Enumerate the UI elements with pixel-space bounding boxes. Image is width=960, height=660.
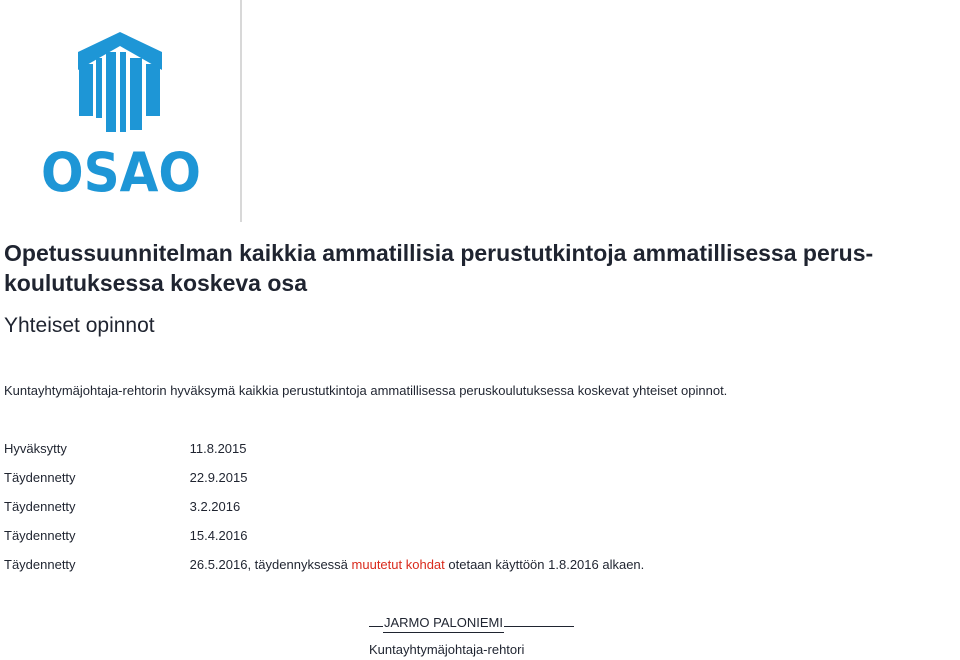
signatory-title: Kuntayhtymäjohtaja-rehtori	[369, 642, 525, 657]
history-label: Täydennetty	[4, 528, 76, 543]
history-row	[4, 440, 904, 469]
logo-divider	[240, 0, 242, 222]
history-row	[4, 527, 904, 556]
history-date: 3.2.2016	[189, 499, 241, 514]
logo-building-icon	[78, 32, 162, 132]
history-row	[4, 556, 904, 585]
history-date: 22.9.2015	[189, 470, 248, 485]
document-title: Opetussuunnitelman kaikkia ammatillisia perustutkintoja ammatillisessa perus-koulutuksessa koskeva osa	[4, 240, 874, 296]
history-date: 15.4.2016	[189, 528, 248, 543]
history-note	[190, 556, 645, 574]
history-row	[4, 498, 904, 527]
history-label: Täydennetty	[4, 557, 76, 572]
logo-text: OSAO	[41, 141, 201, 204]
history-note-rest: otetaan käyttöön 1.8.2016 alkaen.	[448, 557, 645, 572]
history-date: 26.5.2016, täydennyksessä	[189, 557, 348, 572]
history-label: Täydennetty	[4, 470, 76, 485]
signature-rule-left	[369, 612, 383, 627]
signatory-name: JARMO PALONIEMI	[383, 614, 504, 633]
highlighted-note: muutetut kohdat	[351, 557, 445, 572]
osao-logo	[0, 0, 240, 222]
history-row	[4, 469, 904, 498]
history-label: Hyväksytty	[4, 441, 67, 456]
signature-rule-right	[504, 612, 574, 627]
revision-history	[4, 440, 904, 585]
history-label: Täydennetty	[4, 499, 76, 514]
document-subtitle: Yhteiset opinnot	[4, 314, 155, 337]
signature-line	[369, 612, 574, 633]
logo-area	[0, 0, 240, 222]
approval-statement: Kuntayhtymäjohtaja-rehtorin hyväksymä kaikkia perustutkintoja ammatillisessa peruskoulutuksessa koskevat yhteiset opinnot.	[4, 383, 728, 398]
history-date: 11.8.2015	[189, 441, 247, 456]
